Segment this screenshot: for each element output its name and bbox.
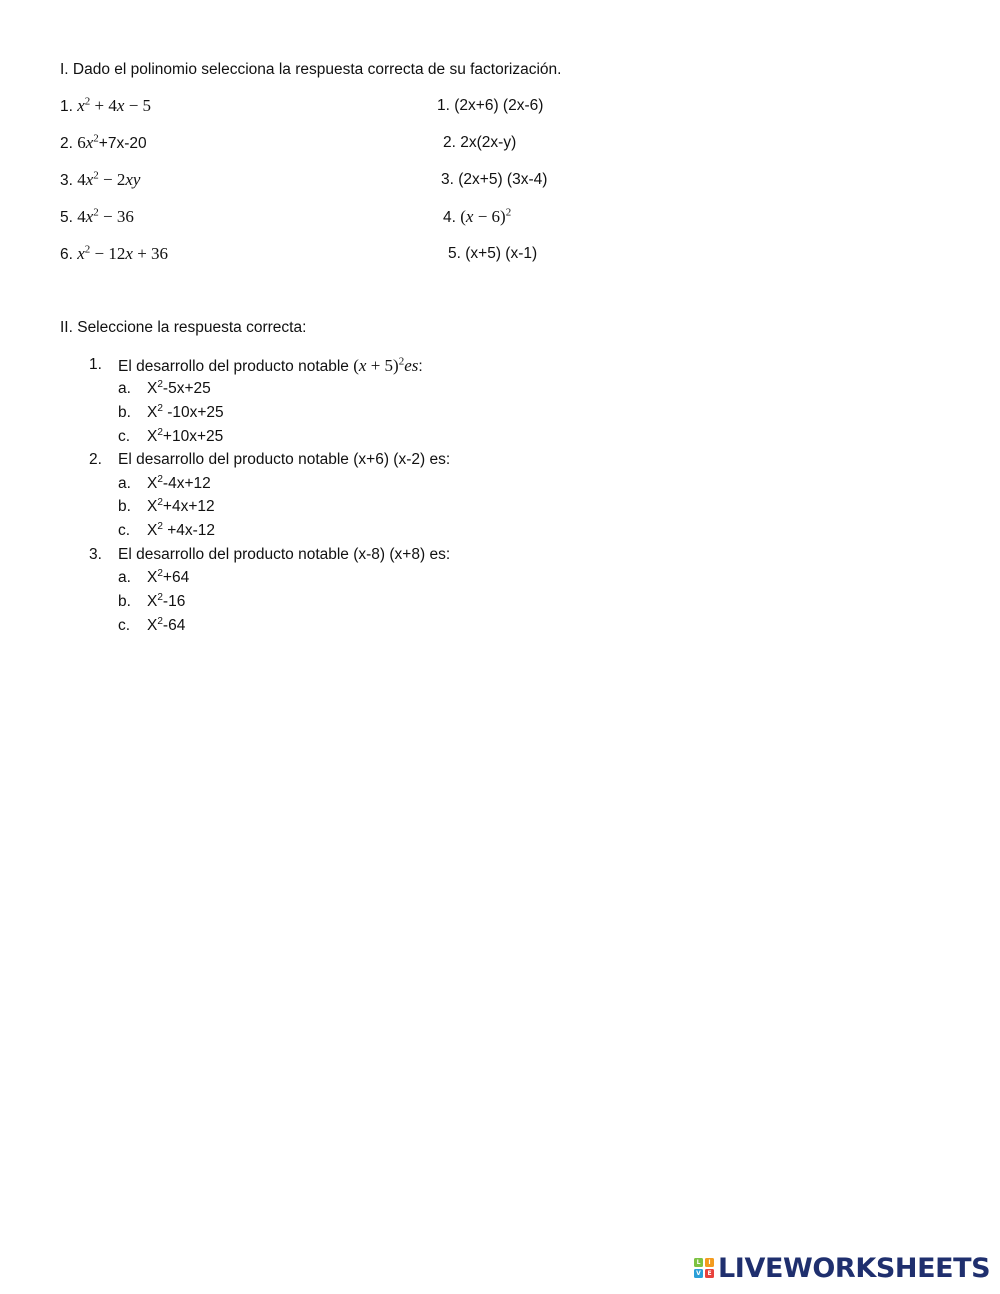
- factor-answer-3: 3. (2x+5) (3x-4): [441, 171, 548, 188]
- question-1-number: 1.: [89, 356, 102, 373]
- question-2-text: El desarrollo del producto notable (x+6) (x-2) es:: [118, 451, 451, 468]
- logo-text: LIVEWORKSHEETS: [718, 1252, 991, 1284]
- polynomial-1: 1. $x^2 + 4x - 5$: [60, 95, 152, 115]
- q1-option-b[interactable]: b. $X^2$ -10x+25: [118, 402, 224, 421]
- section2-title: II. Seleccione la respuesta correcta:: [60, 319, 307, 336]
- polynomial-5: 5. $4x^2 - 36$: [60, 206, 134, 226]
- q2-option-b[interactable]: b. $X^2+4x+12$: [118, 496, 215, 515]
- polynomial-2: 2. $6x^2+7x-20$: [60, 132, 147, 152]
- q2-option-a[interactable]: a. $X^2-4x+12$: [118, 473, 211, 492]
- liveworksheets-logo: [694, 1252, 990, 1284]
- question-3-number: 3.: [89, 546, 102, 563]
- q3-option-c[interactable]: c. $X^2-64$: [118, 615, 186, 634]
- factor-answer-1: 1. (2x+6) (2x-6): [437, 97, 544, 114]
- question-2-number: 2.: [89, 451, 102, 468]
- polynomial-3: 3. $4x^2 - 2xy$: [60, 169, 141, 189]
- question-1-text: El desarrollo del producto notable $(x + 5)^2es$:: [118, 355, 423, 375]
- q1-option-a[interactable]: a. $X^2-5x+25$: [118, 378, 211, 397]
- factor-answer-5: 5. (x+5) (x-1): [448, 245, 538, 262]
- q1-option-c[interactable]: c. $X^2+10x+25$: [118, 426, 224, 445]
- logo-block-l: L: [694, 1258, 703, 1267]
- logo-blocks-icon: [694, 1258, 714, 1278]
- logo-block-e: E: [705, 1269, 714, 1278]
- polynomial-6: 6. $x^2 - 12x + 36$: [60, 243, 169, 263]
- section1-title: I. Dado el polinomio selecciona la respuesta correcta de su factorización.: [60, 61, 562, 78]
- factor-answer-4: 4. $(x - 6)^2$: [443, 206, 512, 226]
- question-3-text: El desarrollo del producto notable (x-8) (x+8) es:: [118, 546, 451, 563]
- factor-answer-2: 2. 2x(2x-y): [443, 134, 517, 151]
- q3-option-a[interactable]: a. $X^2+64$: [118, 567, 190, 586]
- logo-block-i: I: [705, 1258, 714, 1267]
- q2-option-c[interactable]: c. $X^2 +4x-12$: [118, 520, 216, 539]
- q3-option-b[interactable]: b. $X^2-16$: [118, 591, 186, 610]
- logo-block-v: V: [694, 1269, 703, 1278]
